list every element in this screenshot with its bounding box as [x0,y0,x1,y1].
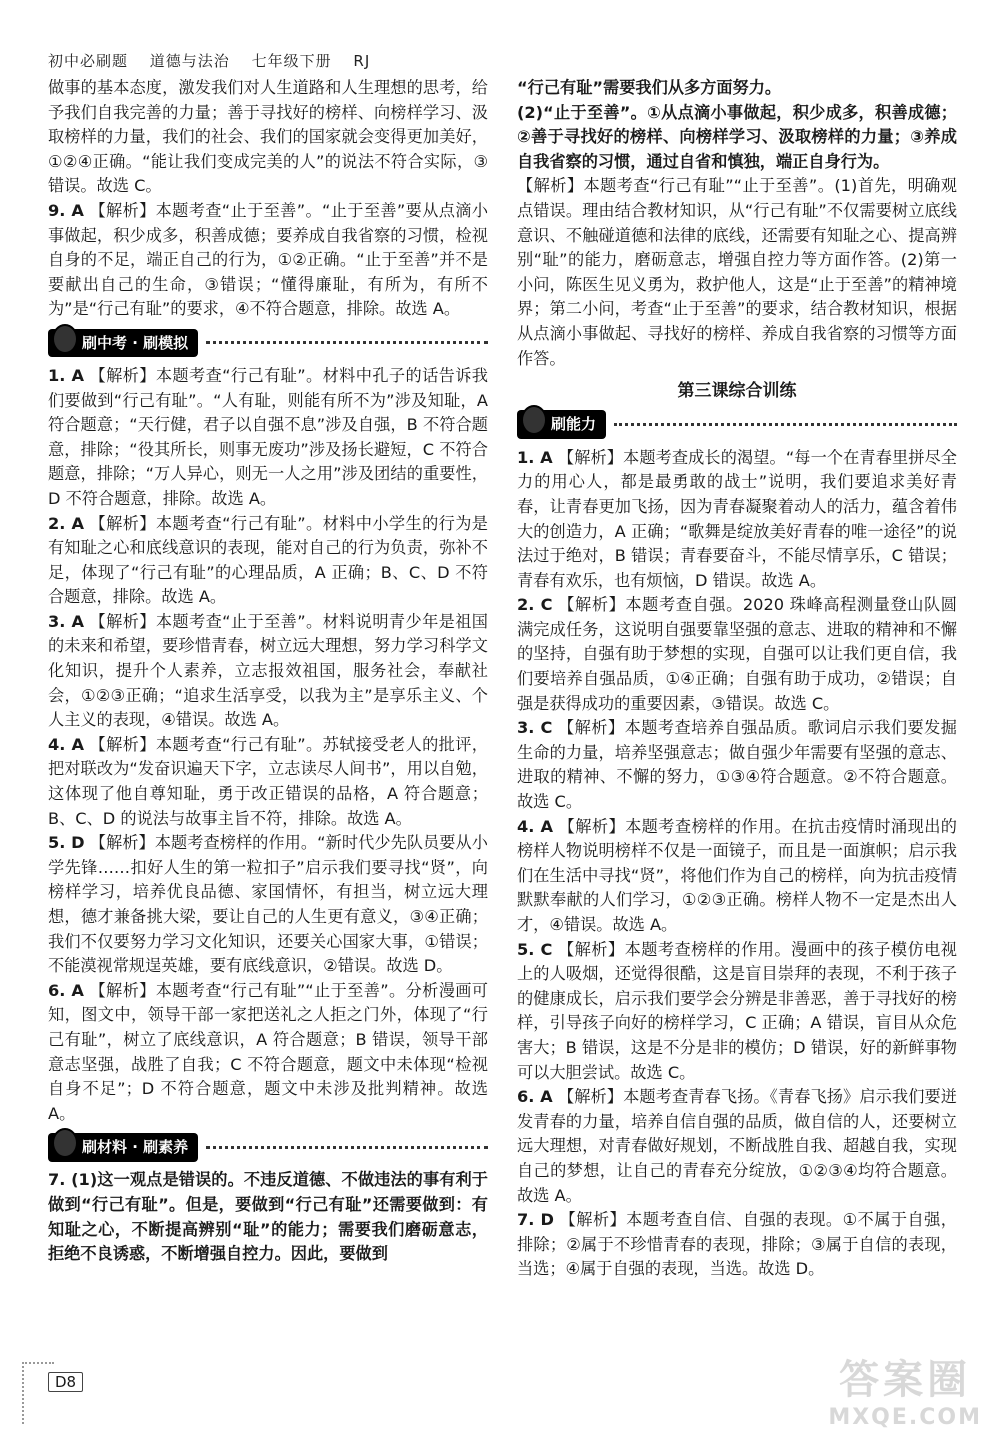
dotted-divider [206,341,488,344]
answer-item [517,938,957,1086]
answer-text: 【解析】本题考查榜样的作用。漫画中的孩子模仿电视上的人吸烟，还觉得很酷，这是盲目崇拜的表现，不利于孩子的健康成长，启示我们要学会分辨是非善恶，善于寻找好的榜样，引导孩子向好的榜样学习，C 正确；A 错误，盲目从众危害大；B 错误，这是不分是非的模仿；D 错误，好的新鲜事物可以大胆尝试。故选 C。 [517,939,957,1082]
answer-text: 【解析】本题考查自信、自强的表现。①不属于自强，排除；②属于不珍惜青春的表现，排除；③属于自信的表现，当选；④属于自强的表现，当选。故选 D。 [517,1210,957,1279]
answer-text: 【解析】本题考查青春飞扬。《青春飞扬》启示我们要迸发青春的力量，培养自信自强的品质，做自信的人，还要树立远大理想，对青春做好规划，不断战胜自我、超越自我，实现自己的梦想，让自己的青春充分绽放，①②③④均符合题意。故选 A。 [517,1087,957,1205]
section-banner-ability [517,412,957,438]
answer-item [48,979,488,1127]
intro-paragraph: 做事的基本态度，激发我们对人生道路和人生理想的思考，给予我们自我完善的力量；善于寻找好的榜样、向榜样学习、汲取榜样的力量，我们的社会、我们的国家就会变得更加美好，①②④正确。“能让我们变成完美的人”的说法不符合实际，③错误。故选 C。 [48,78,488,196]
answer-item [48,733,488,831]
answer-item [517,446,957,594]
answer-text: 【解析】本题考查“止于至善”。材料说明青少年是祖国的未来和希望，要珍惜青春，树立远大理想，努力学习科学文化知识，提升个人素养，立志报效祖国，服务社会，奉献社会，①②③正确；“追求生活享受，以我为主”是享乐主义、个人主义的表现，④错误。故选 A。 [48,611,488,730]
banner-label: 刷材料 · 刷素养 [82,1138,189,1157]
answer-number: 5. C [517,939,553,959]
answer-item [48,1168,488,1266]
page-header [48,50,386,71]
answer-number: 3. C [517,718,553,738]
answer-text: 【解析】本题考查榜样的作用。“新时代少先队员要从小学先锋……扣好人生的第一粒扣子”启示我们要寻找“贤”，向榜样学习，培养优良品德、家国情怀，有担当，树立远大理想，德才兼备挑大梁，要让自己的人生更有意义，③④正确；我们不仅要努力学习文化知识，还要关心国家大事，①错误；不能漠视常规逞英雄，要有底线意识，②错误。故选 D。 [48,833,488,976]
answer-text: (1)这一观点是错误的。不违反道德、不做违法的事有利于做到“行己有耻”。但是，要做到“行己有耻”还需要做到：有知耻之心，不断提高辨别“耻”的能力；需要我们磨砺意志，拒绝不良诱惑，不断增强自控力。因此，要做到 [48,1170,488,1264]
banner-label: 刷能力 [551,415,597,434]
answer-item [48,364,488,512]
watermark-logo: 答案圈 [839,1357,972,1403]
answer-text: 【解析】本题考查“行己有耻”。材料中小学生的行为是有知耻之心和底线意识的表现，能对自己的行为负责，弥补不足，体现了“行己有耻”的心理品质，A 正确；B、C、D 不符合题意，排除。故选 A。 [48,513,488,607]
answer-text: 【解析】本题考查“行己有耻”。材料中孔子的话告诉我们要做到“行己有耻”。“人有耻，则能有所不为”涉及知耻，A 符合题意；“天行健，君子以自强不息”涉及自强，B 不符合题意，排除；“役其所长，则事无废功”涉及扬长避短，C 不符合题意，排除；“万人异心，则无一人之用”涉及团结的重要性，D 不符合题意，排除。故选 A。 [48,365,488,508]
right-column [517,76,957,1282]
answer-item [517,1208,957,1282]
answer-number: 1. A [48,365,84,385]
brush-icon [52,1128,78,1158]
answer-text: 【解析】本题考查自强。2020 珠峰高程测量登山队圆满完成任务，这说明自强要靠坚强的意志、进取的精神和不懈的坚持，自强有助于梦想的实现，自强可以让我们更自信，我们要培养自强品质，①④正确；自强有助于成功，②错误；自强是获得成功的重要因素，③错误。故选 C。 [517,595,957,713]
answer-number: 2. A [48,513,84,533]
header-edition: RJ [353,52,371,70]
answer-text: 【解析】本题考查成长的渴望。“每一个在青春里拼尽全力的用心人，都是最勇敢的战士”说明，我们要追求美好青春，让青春更加飞扬，因为青春凝聚着动人的活力，蕴含着伟大的创造力，A 正确；“歌舞是绽放美好青春的唯一途径”的说法过于绝对，B 错误；青春要奋斗，不能尽情享乐，C 错误；青春有欢乐，也有烦恼，D 错误。故选 A。 [517,447,957,590]
answer-text: 【解析】本题考查榜样的作用。在抗击疫情时涌现出的榜样人物说明榜样不仅是一面镜子，而且是一面旗帜；启示我们在生活中寻找“贤”，将他们作为自己的榜样，向为抗击疫情默默奉献的人们学习，①②③正确。榜样人物不一定是杰出人才，④错误。故选 A。 [517,816,957,934]
dotted-divider [206,1146,488,1149]
left-column [48,76,488,1267]
dotted-divider [614,423,957,426]
answer-item [48,199,488,322]
answer-text: 【解析】本题考查“行己有耻”“止于至善”。分析漫画可知，图文中，领导干部一家把送礼之人拒之门外，体现了“行己有耻”，树立了底线意识，A 符合题意；B 错误，领导干部意志坚强，战胜了自我；C 不符合题意，题文中未体现“检视自身不足”；D 不符合题意，题文中未涉及批判精神。故选 A。 [48,980,488,1123]
section-title: 第三课综合训练 [677,381,797,402]
answer-number: 4. A [517,816,554,836]
section-banner-exam [48,330,488,356]
answer-item [48,512,488,610]
answer-item [517,815,957,938]
brush-icon [52,324,78,354]
answer-number: 5. D [48,833,85,853]
answer-item [517,593,957,716]
banner-label: 刷中考 · 刷模拟 [82,333,189,352]
answer-item [48,831,488,979]
answer-text: 【解析】本题考查“止于至善”。“止于至善”要从点滴小事做起，积少成多，积善成德；要养成自我省察的习惯，检视自身的不足，端正自己的行为，①②正确。“止于至善”并不是要献出自己的生命，③错误；“懂得廉耻，有所为，有所不为”是“行己有耻”的要求，④不符合题意，排除。故选 A。 [48,200,489,319]
answer-number: 9. A [48,200,84,220]
watermark-url: MXQE.COM [828,1405,982,1430]
answer-item [517,716,957,814]
answer-text: 【解析】本题考查培养自强品质。歌词启示我们要发掘生命的力量，培养坚强意志；做自强少年需要有坚强的意志、进取的精神、不懈的努力，①③④符合题意。②不符合题意。故选 C。 [517,718,957,812]
answer-number: 6. A [517,1087,553,1107]
answer-number: 6. A [48,980,84,1000]
exam-answers [48,364,488,1126]
continued-answer: “行己有耻”需要我们从多方面努力。 [517,78,782,97]
answer-text: 【解析】本题考查“行己有耻”。苏轼接受老人的批评，把对联改为“发奋识遍天下字，立志读尽人间书”，用以自勉，这体现了他自尊知耻，勇于改正错误的品格，A 符合题意；B、C、D 的说法与故事主旨不符，排除。故选 A。 [48,734,488,828]
answer-number: 1. A [517,447,553,467]
section-banner-material [48,1134,488,1160]
continued-answer-2: (2)“止于至善”。①从点滴小事做起，积少成多，积善成德；②善于寻找好的榜样、向榜样学习、汲取榜样的力量；③养成自我省察的习惯，通过自省和慎独，端正自身行为。 [517,102,957,171]
header-series: 初中必刷题 [48,52,129,70]
answer-item [48,610,488,733]
header-subject: 道德与法治 [149,52,230,70]
answer-number: 3. A [48,611,84,631]
header-grade: 七年级下册 [251,52,332,70]
page-number: D8 [48,1372,83,1392]
answer-number: 7. D [517,1210,554,1230]
answer-number: 4. A [48,734,84,754]
answer-item [517,1085,957,1208]
answer-number: 7. [48,1170,66,1190]
brush-icon [521,405,547,435]
watermark [828,1348,982,1430]
answer-number: 2. C [517,595,553,615]
analysis-paragraph: 【解析】本题考查“行己有耻”“止于至善”。(1)首先，明确观点错误。理由结合教材知识，从“行己有耻”不仅需要树立底线意识、不触碰道德和法律的底线，还需要有知耻之心、提高辨别“耻”的能力，磨砺意志，增强自控力等方面作答。(2)第一小问，陈医生见义勇为，救护他人，这是“止于至善”的精神境界；第二小问，考查“止于至善”的要求，结合教材知识，根据从点滴小事做起、寻找好的榜样、养成自我省察的习惯等方面作答。 [517,176,957,368]
ability-answers [517,446,957,1282]
